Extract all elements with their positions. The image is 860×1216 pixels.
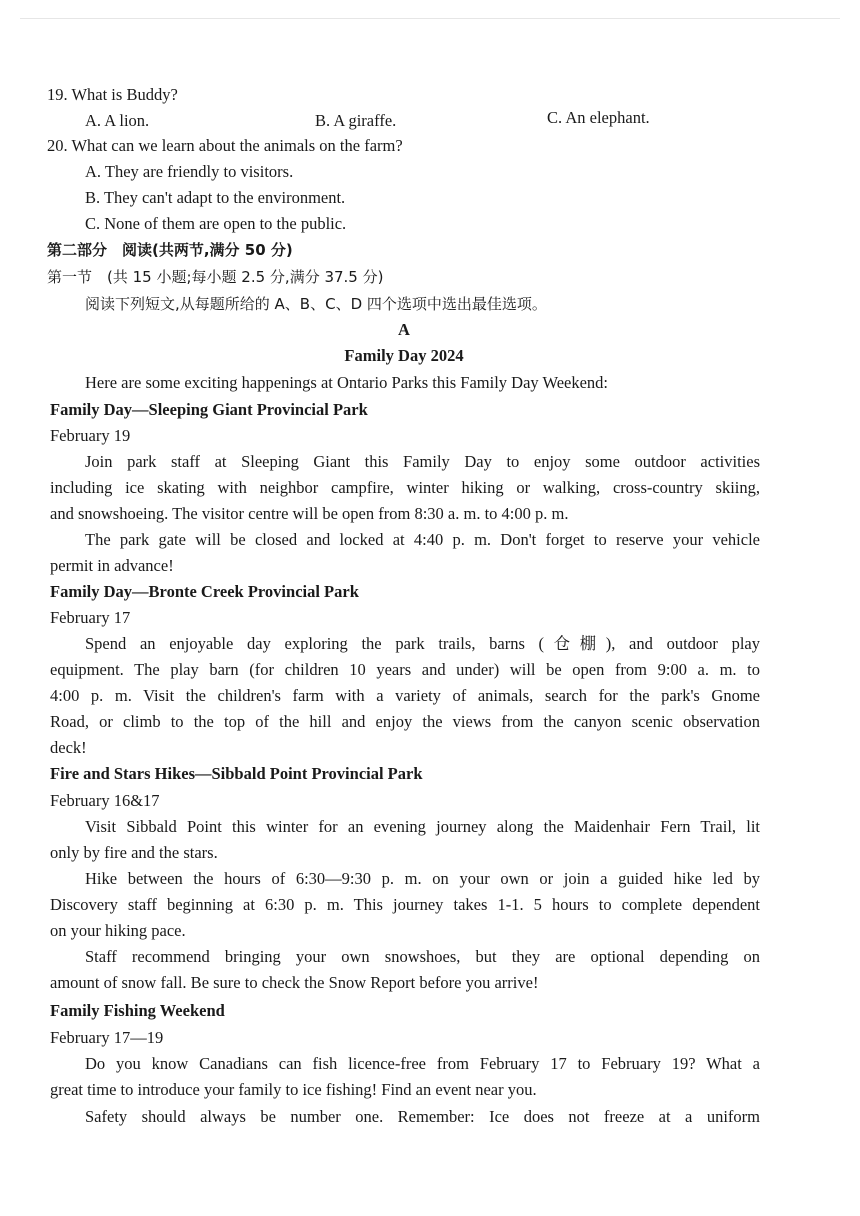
event-date: February 19 xyxy=(50,426,131,445)
event-text-line: Discovery staff beginning at 6:30 p. m. This journey takes 1-1. 5 hours to complete dependent xyxy=(50,895,760,914)
event-text-line: The park gate will be closed and locked at 4:40 p. m. Don't forget to reserve your vehicle xyxy=(85,530,760,549)
question-20-option-c: C. None of them are open to the public. xyxy=(85,214,347,233)
question-20-option-b: B. They can't adapt to the environment. xyxy=(85,188,346,207)
subsection-title: 第一节 (共 15 小题;每小题 2.5 分,满分 37.5 分) xyxy=(47,268,384,286)
event-heading: Family Fishing Weekend xyxy=(50,1001,225,1020)
event-text-line: Visit Sibbald Point this winter for an evening journey along the Maidenhair Fern Trail, lit xyxy=(85,817,760,836)
event-text-line: only by fire and the stars. xyxy=(50,843,218,862)
question-19-option-a: A. A lion. xyxy=(85,111,150,130)
event-text-line: permit in advance! xyxy=(50,556,174,575)
question-20-option-a: A. They are friendly to visitors. xyxy=(85,162,294,181)
event-text-line: amount of snow fall. Be sure to check the Snow Report before you arrive! xyxy=(50,973,539,992)
event-text-line: Hike between the hours of 6:30—9:30 p. m. on your own or join a guided hike led by xyxy=(85,869,760,888)
passage-title: Family Day 2024 xyxy=(344,346,464,365)
event-text-line: Spend an enjoyable day exploring the park trails, barns (仓棚), and outdoor play xyxy=(85,634,760,653)
event-heading: Family Day—Bronte Creek Provincial Park xyxy=(50,582,359,601)
event-text-line: Staff recommend bringing your own snowshoes, but they are optional depending on xyxy=(85,947,760,966)
event-text-line: great time to introduce your family to ice fishing! Find an event near you. xyxy=(50,1080,537,1099)
event-date: February 16&17 xyxy=(50,791,160,810)
event-date: February 17—19 xyxy=(50,1028,164,1047)
question-20-stem: 20. What can we learn about the animals on the farm? xyxy=(47,136,403,155)
event-text-line: Road, or climb to the top of the hill and enjoy the views from the canyon scenic observation xyxy=(50,712,760,731)
question-19-option-c: C. An elephant. xyxy=(547,108,650,127)
question-19-option-b: B. A giraffe. xyxy=(315,111,397,130)
event-text-line: and snowshoeing. The visitor centre will be open from 8:30 a. m. to 4:00 p. m. xyxy=(50,504,569,523)
event-text-line: Do you know Canadians can fish licence-free from February 17 to February 19? What a xyxy=(85,1054,760,1073)
event-heading: Fire and Stars Hikes—Sibbald Point Provincial Park xyxy=(50,764,423,783)
question-19-stem: 19. What is Buddy? xyxy=(47,85,178,104)
event-text-line: 4:00 p. m. Visit the children's farm with a variety of animals, search for the park's Gnome xyxy=(50,686,760,705)
passage-intro: Here are some exciting happenings at Ontario Parks this Family Day Weekend: xyxy=(85,373,609,392)
passage-letter: A xyxy=(398,320,410,339)
page-top-rule xyxy=(20,18,840,19)
event-heading: Family Day—Sleeping Giant Provincial Park xyxy=(50,400,368,419)
event-text-line: Join park staff at Sleeping Giant this Family Day to enjoy some outdoor activities xyxy=(85,452,760,471)
part-title: 第二部分 阅读(共两节,满分 50 分) xyxy=(47,241,293,259)
event-text-line: on your hiking pace. xyxy=(50,921,186,940)
section-instruction: 阅读下列短文,从每题所给的 A、B、C、D 四个选项中选出最佳选项。 xyxy=(85,295,547,313)
event-date: February 17 xyxy=(50,608,131,627)
event-text-line: deck! xyxy=(50,738,87,757)
event-text-line: equipment. The play barn (for children 10 years and under) will be open from 9:00 a. m. to xyxy=(50,660,760,679)
event-text-line: Safety should always be number one. Remember: Ice does not freeze at a uniform xyxy=(85,1107,760,1126)
event-text-line: including ice skating with neighbor campfire, winter hiking or walking, cross-country skiing, xyxy=(50,478,760,497)
